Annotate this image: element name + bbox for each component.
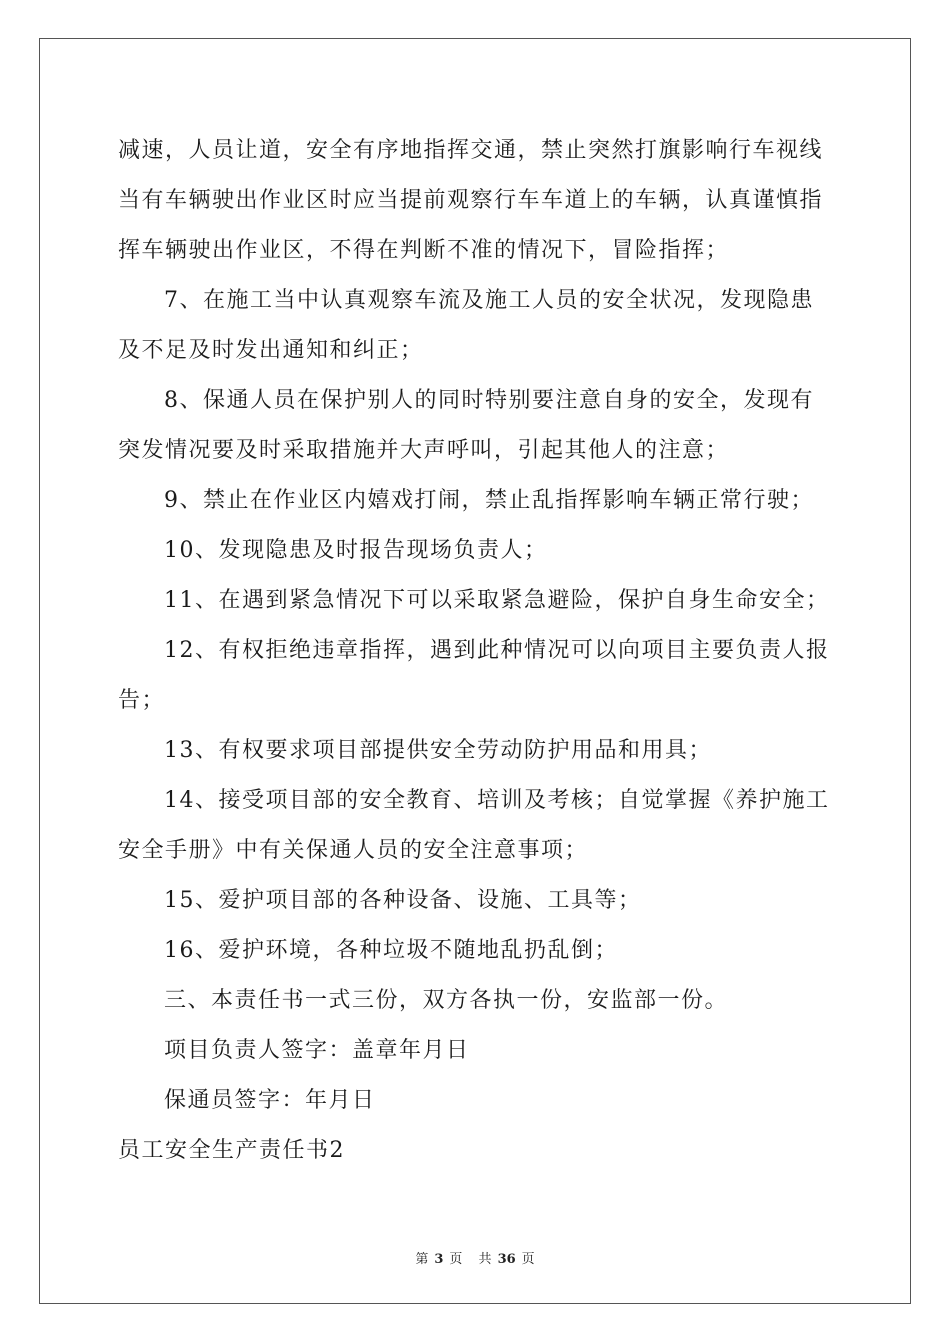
signature-line: 保通员签字：年月日 — [164, 1088, 376, 1113]
paragraph-line: 三、本责任书一式三份，双方各执一份，安监部一份。 — [164, 988, 729, 1013]
signature-line: 项目负责人签字：盖章年月日 — [164, 1038, 470, 1063]
paragraph-line: 当有车辆驶出作业区时应当提前观察行车车道上的车辆，认真谨慎指 — [118, 188, 824, 213]
page-indicator: 第 3 页 — [415, 1252, 463, 1267]
paragraph-line: 15、爱护项目部的各种设备、设施、工具等； — [164, 888, 642, 913]
paragraph-line: 告； — [118, 688, 166, 713]
paragraph-line: 挥车辆驶出作业区，不得在判断不准的情况下，冒险指挥； — [118, 238, 730, 263]
paragraph-line: 7、在施工当中认真观察车流及施工人员的安全状况，发现隐患 — [164, 288, 814, 313]
paragraph-line: 16、爱护环境，各种垃圾不随地乱扔乱倒； — [164, 938, 618, 963]
paragraph-line: 14、接受项目部的安全教育、培训及考核；自觉掌握《养护施工 — [164, 788, 830, 813]
paragraph-line: 13、有权要求项目部提供安全劳动防护用品和用具； — [164, 738, 712, 763]
total-pages-indicator: 共 36 页 — [478, 1252, 535, 1267]
paragraph-line: 12、有权拒绝违章指挥，遇到此种情况可以向项目主要负责人报 — [164, 638, 830, 663]
page-footer — [0, 1248, 950, 1267]
paragraph-line: 11、在遇到紧急情况下可以采取紧急避险，保护自身生命安全； — [164, 588, 830, 613]
document-body — [118, 126, 838, 1176]
paragraph-line: 安全手册》中有关保通人员的安全注意事项； — [118, 838, 589, 863]
paragraph-line: 减速，人员让道，安全有序地指挥交通，禁止突然打旗影响行车视线 — [118, 138, 824, 163]
paragraph-line: 突发情况要及时采取措施并大声呼叫，引起其他人的注意； — [118, 438, 730, 463]
paragraph-line: 8、保通人员在保护别人的同时特别要注意自身的安全，发现有 — [164, 388, 814, 413]
paragraph-line: 10、发现隐患及时报告现场负责人； — [164, 538, 548, 563]
paragraph-line: 9、禁止在作业区内嬉戏打闹，禁止乱指挥影响车辆正常行驶； — [164, 488, 814, 513]
section-heading: 员工安全生产责任书2 — [118, 1138, 345, 1163]
paragraph-line: 及不足及时发出通知和纠正； — [118, 338, 424, 363]
